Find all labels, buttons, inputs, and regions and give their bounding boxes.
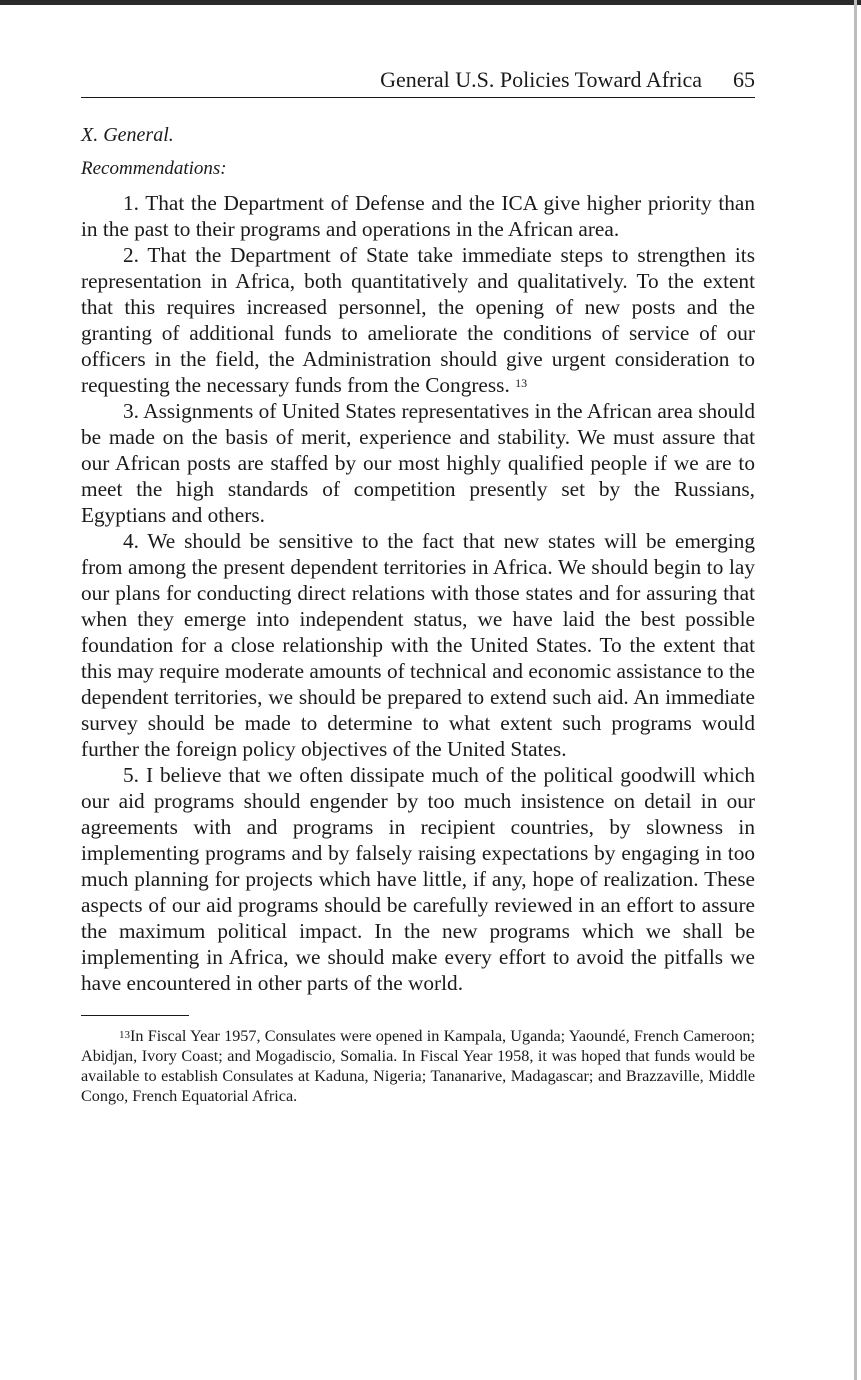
page-right-edge [854,0,857,1380]
document-page [81,66,755,1106]
footnote-marker: 13 [119,1029,130,1041]
section-title: X. General. [81,124,174,146]
footnote-divider [81,1015,189,1016]
recommendation-2: 2. That the Department of State take immediate steps to strengthen its representation in Africa, both quantitatively and qualitatively. To the extent that this requires increased personnel, the opening of new posts and the granting of additional funds to ameliorate the conditions of service of our officers in the field, the Administration should give urgent consideration to requesting the necessary funds from the Congress. $^{13}$ [81,243,755,397]
recommendation-3: 3. Assignments of United States representatives in the African area should be made on the basis of merit, experience and stability. We must assure that our African posts are staffed by our most highly qualified people if we are to meet the high standards of competition presently set by the Russians, Egyptians and others. [81,399,755,527]
recommendation-5: 5. I believe that we often dissipate much of the political goodwill which our aid programs should engender by too much insistence on detail in our agreements with and programs in recipient countries, by slowness in implementing programs and by falsely raising expectations by engaging in too much planning for projects which have little, if any, hope of realization. These aspects of our aid programs should be carefully reviewed in an effort to assure the maximum political impact. In the new programs which we shall be implementing in Africa, we should make every effort to avoid the pitfalls we have encountered in other parts of the world. [81,763,755,995]
footnote-reference[interactable]: 13 [515,376,528,390]
running-head [81,66,755,98]
footnote [81,1026,755,1106]
footnote-text: In Fiscal Year 1957, Consulates were opened in Kampala, Uganda; Yaoundé, French Cameroon; Abidjan, Ivory Coast; and Mogadiscio, Somalia. In Fiscal Year 1958, it was hoped that funds would be available to establish Consulates at Kaduna, Nigeria; Tananarive, Madagascar; and Brazzaville, Middle Congo, French Equatorial Africa. [81,1027,755,1105]
page-top-edge [0,0,861,5]
recommendations-heading: Recommendations: [81,158,227,179]
recommendation-4: 4. We should be sensitive to the fact that new states will be emerging from among the present dependent territories in Africa. We should begin to lay our plans for conducting direct relations with those states and for assuring that when they emerge into independent status, we have laid the best possible foundation for a close relationship with the United States. To the extent that this may require moderate amounts of technical and economic assistance to the dependent territories, we should be prepared to extend such aid. An immediate survey should be made to determine to what extent such programs would further the foreign policy objectives of the United States. [81,529,755,761]
page-number: 65 [733,67,755,92]
running-head-title: General U.S. Policies Toward Africa [380,67,702,92]
recommendation-1: 1. That the Department of Defense and the ICA give higher priority than in the past to their programs and operations in the African area. [81,191,755,241]
